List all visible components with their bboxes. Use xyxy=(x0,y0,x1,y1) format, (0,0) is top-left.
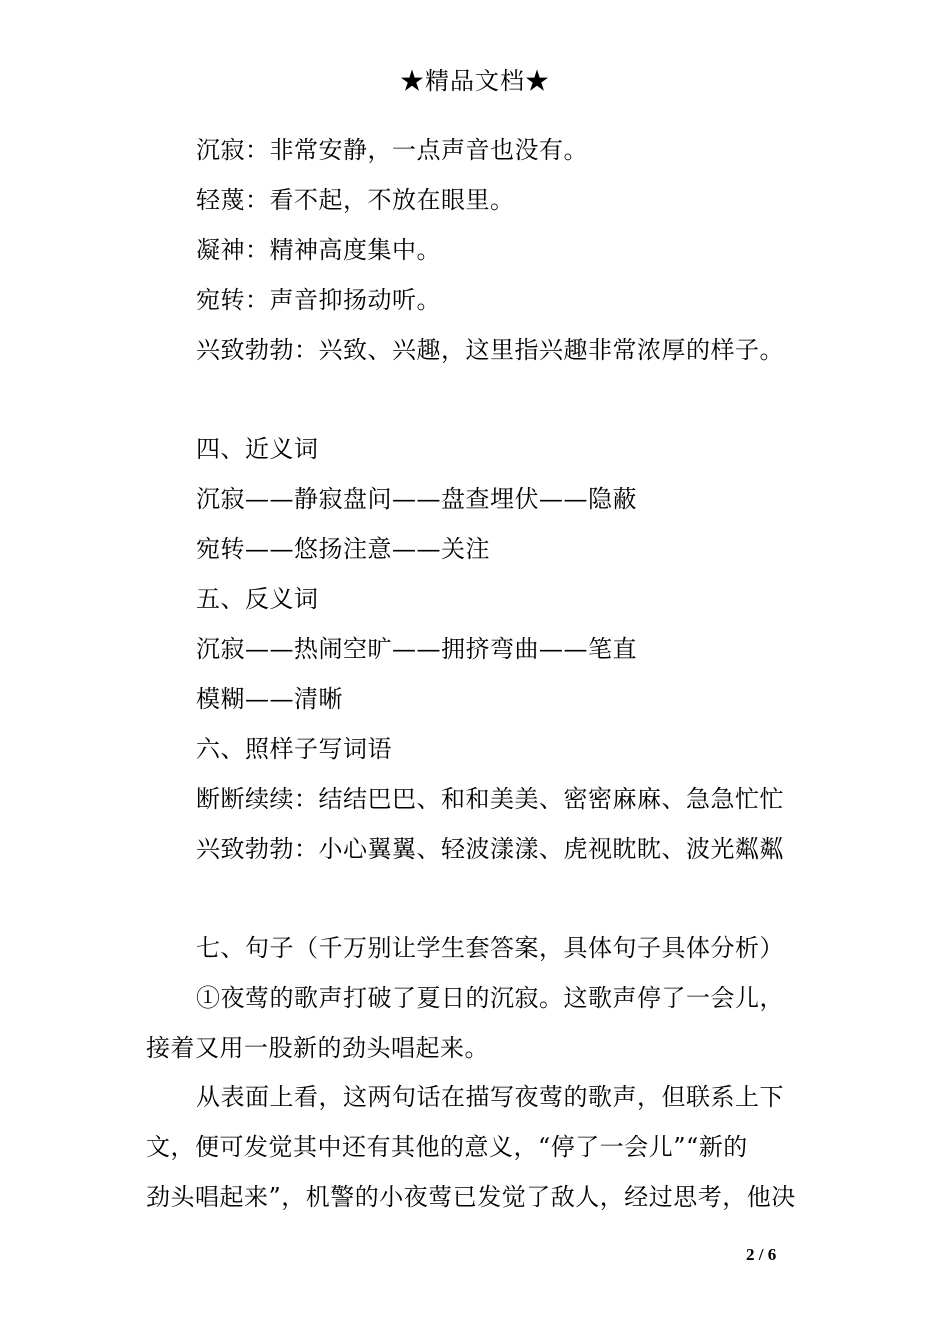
analysis-line: 文，便可发觉其中还有其他的意义，“停了一会儿”“新的 xyxy=(146,1133,748,1161)
section-heading-antonyms: 五、反义词 xyxy=(196,585,319,613)
definition-line: 兴致勃勃：兴致、兴趣，这里指兴趣非常浓厚的样子。 xyxy=(196,336,784,364)
section-heading-synonyms: 四、近义词 xyxy=(196,435,319,463)
antonym-line: 沉寂——热闹空旷——拥挤弯曲——笔直 xyxy=(196,635,637,663)
synonym-line: 宛转——悠扬注意——关注 xyxy=(196,535,490,563)
sentence-item-line: ①夜莺的歌声打破了夏日的沉寂。这歌声停了一会儿， xyxy=(196,984,784,1012)
page-header: ★精品文档★ xyxy=(400,67,550,95)
section-heading-patterns: 六、照样子写词语 xyxy=(196,735,392,763)
synonym-line: 沉寂——静寂盘问——盘查埋伏——隐蔽 xyxy=(196,485,637,513)
definition-line: 凝神：精神高度集中。 xyxy=(196,236,441,264)
section-heading-sentences: 七、句子（千万别让学生套答案，具体句子具体分析） xyxy=(196,934,784,962)
definition-line: 宛转：声音抑扬动听。 xyxy=(196,286,441,314)
pattern-line: 断断续续：结结巴巴、和和美美、密密麻麻、急急忙忙 xyxy=(196,785,784,813)
analysis-line: 从表面上看，这两句话在描写夜莺的歌声，但联系上下 xyxy=(196,1083,784,1111)
page-number: 2 / 6 xyxy=(746,1245,777,1264)
analysis-line: 劲头唱起来”，机警的小夜莺已发觉了敌人，经过思考，他决 xyxy=(146,1183,796,1211)
definition-line: 沉寂：非常安静，一点声音也没有。 xyxy=(196,136,588,164)
antonym-line: 模糊——清晰 xyxy=(196,685,343,713)
pattern-line: 兴致勃勃：小心翼翼、轻波漾漾、虎视眈眈、波光粼粼 xyxy=(196,835,784,863)
definition-line: 轻蔑：看不起，不放在眼里。 xyxy=(196,186,515,214)
sentence-item-line: 接着又用一股新的劲头唱起来。 xyxy=(146,1034,489,1062)
